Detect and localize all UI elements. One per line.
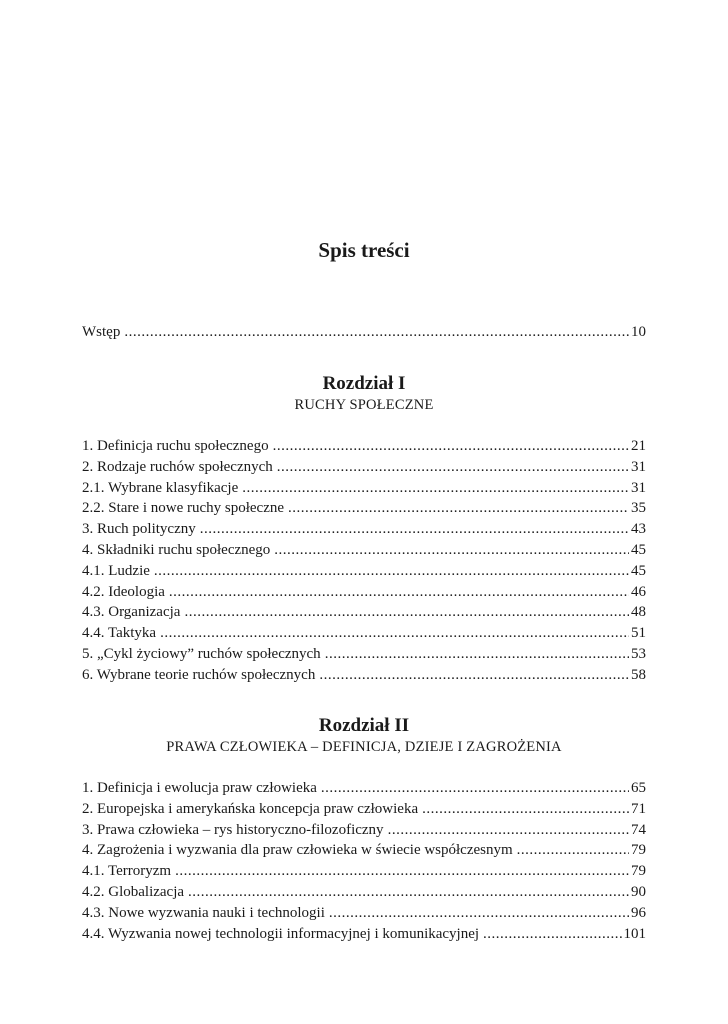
toc-entry: [82, 457, 646, 478]
toc-entry-title: 1. Definicja i ewolucja praw człowieka: [82, 780, 317, 796]
toc-entry-page: 101: [623, 925, 646, 942]
chapter-entries: [82, 778, 646, 944]
toc-leader-dots: [329, 903, 629, 924]
chapter-entries: [82, 436, 646, 686]
toc-entry: [82, 436, 646, 457]
toc-entry-page: 96: [631, 904, 646, 921]
toc-entry: [82, 665, 646, 686]
toc-entry: [82, 924, 646, 945]
toc-entry: [82, 582, 646, 603]
toc-entry-title: 4.3. Nowe wyzwania nauki i technologii: [82, 904, 325, 921]
toc-entry: [82, 623, 646, 644]
chapter-subtitle: PRAWA CZŁOWIEKA – DEFINICJA, DZIEJE I ZAGROŻENIA: [166, 739, 562, 755]
toc-entry-title: 4.4. Wyzwania nowej technologii informacyjnej i komunikacyjnej: [82, 925, 480, 942]
toc-entry-title: 4.4. Taktyka: [82, 625, 157, 642]
toc-entry: [82, 840, 646, 861]
toc-entry: [82, 519, 646, 540]
toc-leader-dots: [517, 840, 629, 861]
toc-leader-dots: [242, 478, 629, 499]
toc-entry-page: 71: [631, 800, 646, 817]
chapter-subtitle: RUCHY SPOŁECZNE: [294, 397, 434, 413]
toc-entry-title: Wstęp: [82, 324, 121, 340]
toc-leader-dots: [483, 924, 621, 945]
toc-entry-page: 74: [631, 821, 646, 838]
toc-leader-dots: [388, 820, 629, 841]
toc-entry-title: 6. Wybrane teorie ruchów społecznych: [82, 666, 316, 683]
chapter-heading: [0, 373, 728, 415]
toc-leader-dots: [200, 519, 629, 540]
toc-leader-dots: [422, 799, 629, 820]
toc-leader-dots: [124, 322, 629, 343]
toc-entry: [82, 561, 646, 582]
toc-entry-page: 79: [631, 863, 646, 880]
toc-entry-page: 45: [631, 562, 646, 579]
toc-entry-title: 2.2. Stare i nowe ruchy społeczne: [82, 500, 285, 517]
toc-entry-page: 35: [631, 500, 646, 517]
toc-entry: [82, 799, 646, 820]
toc-entry: [82, 820, 646, 841]
toc-leader-dots: [188, 882, 629, 903]
toc-leader-dots: [321, 778, 629, 799]
toc-entry-title: 4.2. Ideologia: [82, 583, 165, 600]
toc-entry-title: 2. Europejska i amerykańska koncepcja praw człowieka: [82, 800, 419, 817]
toc-entry-title: 3. Prawa człowieka – rys historyczno-filozoficzny: [82, 821, 384, 838]
toc-entry-title: 1. Definicja ruchu społecznego: [82, 438, 269, 454]
toc-entry-title: 5. „Cykl życiowy” ruchów społecznych: [82, 645, 321, 662]
toc-entry: [82, 322, 646, 343]
toc-entry: [82, 644, 646, 665]
toc-entry: [82, 478, 646, 499]
toc-leader-dots: [160, 623, 629, 644]
toc-leader-dots: [175, 861, 629, 882]
toc-leader-dots: [325, 644, 629, 665]
toc-entry: [82, 903, 646, 924]
page-title: Spis treści: [318, 238, 410, 262]
toc-entry-title: 4.2. Globalizacja: [82, 883, 185, 900]
chapter-heading: [0, 715, 728, 757]
toc-leader-dots: [169, 582, 629, 603]
toc-leader-dots: [319, 665, 629, 686]
toc-entry-page: 51: [631, 625, 646, 642]
toc-leader-dots: [288, 498, 629, 519]
toc-entry-title: 4.1. Terroryzm: [82, 863, 172, 880]
toc-entry-title: 3. Ruch polityczny: [82, 521, 196, 538]
toc-entry: [82, 778, 646, 799]
toc-entry: [82, 861, 646, 882]
toc-entry-page: 58: [631, 666, 646, 683]
toc-entry-title: 2.1. Wybrane klasyfikacje: [82, 479, 239, 496]
toc-entry: [82, 602, 646, 623]
toc-entry-page: 53: [631, 645, 646, 662]
toc-leader-dots: [273, 436, 629, 457]
toc-entry-page: 45: [631, 541, 646, 558]
toc-entry-title: 2. Rodzaje ruchów społecznych: [82, 458, 273, 475]
toc-leader-dots: [154, 561, 629, 582]
toc-entry-title: 4.3. Organizacja: [82, 604, 181, 621]
toc-entry-page: 46: [631, 583, 646, 600]
toc-entry-page: 21: [631, 438, 646, 454]
toc-entry-page: 43: [631, 521, 646, 538]
toc-entry-page: 31: [631, 458, 646, 475]
toc-entry: [82, 540, 646, 561]
toc-leader-dots: [184, 602, 629, 623]
toc-entry: [82, 882, 646, 903]
toc-leader-dots: [277, 457, 629, 478]
toc-entry-title: 4.1. Ludzie: [82, 562, 150, 579]
toc-entry-title: 4. Zagrożenia i wyzwania dla praw człowieka w świecie współczesnym: [82, 842, 513, 859]
chapter-title: Rozdział II: [318, 715, 410, 736]
toc-intro: [82, 322, 646, 343]
toc-entry-page: 90: [631, 883, 646, 900]
toc-entry-page: 31: [631, 479, 646, 496]
toc-entry-title: 4. Składniki ruchu społecznego: [82, 541, 271, 558]
toc-entry-page: 65: [631, 780, 646, 796]
toc-entry: [82, 498, 646, 519]
toc-entry-page: 10: [631, 324, 646, 340]
toc-entry-page: 79: [631, 842, 646, 859]
toc-entry-page: 48: [631, 604, 646, 621]
toc-leader-dots: [274, 540, 629, 561]
chapter-title: Rozdział I: [322, 373, 406, 394]
